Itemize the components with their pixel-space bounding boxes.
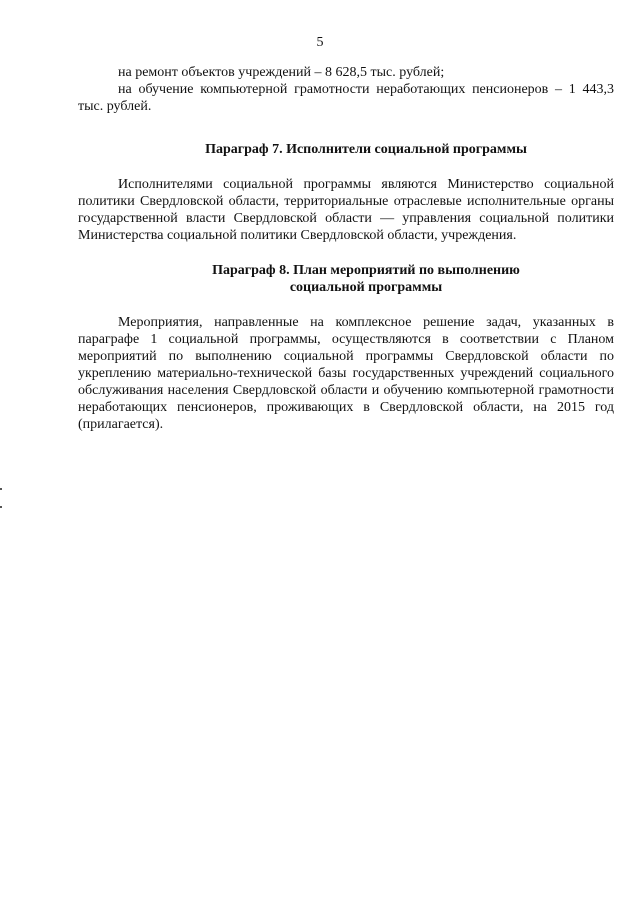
section-8-heading xyxy=(78,262,614,296)
section-7-heading: Параграф 7. Исполнители социальной программы xyxy=(205,142,527,157)
margin-mark xyxy=(0,506,2,508)
section-8-paragraph: Мероприятия, направленные на комплексное решение задач, указанных в параграфе 1 социальной программы, осуществляются в соответствии с Планом мероприятий по выполнению социальной программы Свердловской области по укреплению материально-технической базы государственных учреждений социального обслуживания населения Свердловской области и обучению компьютерной грамотности неработающих пенсионеров, проживающих в Свердловской области, на 2015 год (прилагается). xyxy=(78,315,614,432)
section-8-heading-line-2: социальной программы xyxy=(289,280,443,295)
section-8-heading-line-1: Параграф 8. План мероприятий по выполнению xyxy=(212,263,520,278)
intro-line-training: на обучение компьютерной грамотности неработающих пенсионеров – 1 443,3 тыс. рублей. xyxy=(78,82,614,114)
section-7-paragraph: Исполнителями социальной программы являются Министерство социальной политики Свердловской области, территориальные отраслевые исполнительные органы государственной власти Свердловской области — управления социальной политики Министерства социальной политики Свердловской области, учреждения. xyxy=(78,177,614,243)
margin-mark xyxy=(0,488,2,490)
intro-line-repair: на ремонт объектов учреждений – 8 628,5 тыс. рублей; xyxy=(118,65,445,80)
page-number: 5 xyxy=(316,35,324,50)
document-body xyxy=(78,64,614,433)
